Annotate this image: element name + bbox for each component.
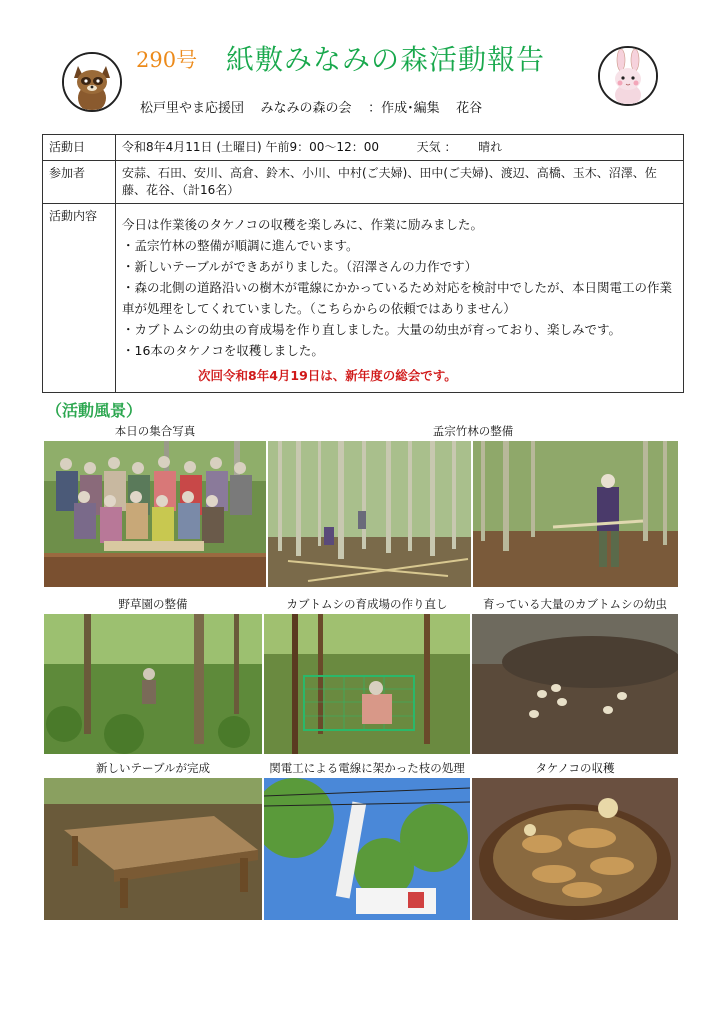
bamboo-grove-photo-1 <box>268 441 471 587</box>
activity-info-table <box>42 134 684 393</box>
meadow-photo <box>44 614 262 754</box>
next-meeting-notice: 次回令和8年4月19日は、新年度の総会です。 <box>198 368 457 383</box>
editor-label: ：作成･編集 <box>368 101 440 116</box>
club-name: みなみの森の会 <box>260 101 352 116</box>
bamboo-shoots-photo <box>472 778 678 920</box>
larvae-photo <box>472 614 678 754</box>
content-line: ・森の北側の道路沿いの樹木が電線にかかっているため対応を検討中でしたが、本日関電工の作業車が処理をしてくれていました。（こちらからの依頼ではありません） <box>122 280 673 316</box>
content-label: 活動内容 <box>43 204 116 393</box>
group-photo <box>44 441 266 587</box>
content-line: 今日は作業後のタケノコの収穫を楽しみに、作業に励みました。 <box>122 217 484 232</box>
bamboo-grove-photo-2 <box>473 441 678 587</box>
power-line-photo <box>264 778 470 920</box>
weather-label: 天気 ： <box>416 140 457 154</box>
beetle-bed-photo <box>264 614 470 754</box>
caption-table: 新しいテーブルが完成 <box>96 761 210 775</box>
content-line: ・孟宗竹林の整備が順調に進んでいます。 <box>122 238 359 253</box>
content-line: ・カブトムシの幼虫の育成場を作り直しました。大量の幼虫が育っており、楽しみです。 <box>122 322 622 337</box>
page-title: 紙敷みなみの森活動報告 <box>226 43 546 76</box>
date-value: 令和8年4月11日 (土曜日) 午前9：00〜12：00 <box>122 140 379 154</box>
participants-label: 参加者 <box>43 161 116 204</box>
caption-bamboo: 孟宗竹林の整備 <box>432 424 514 438</box>
content-line: ・16本のタケノコを収穫しました。 <box>122 343 324 358</box>
new-table-photo <box>44 778 262 920</box>
caption-meadow: 野草園の整備 <box>118 597 188 611</box>
content-row <box>43 204 684 393</box>
title-row <box>0 36 724 80</box>
date-row <box>43 135 684 161</box>
content-line: ・新しいテーブルができあがりました。（沼澤さんの力作です） <box>122 259 478 274</box>
photos-section-heading: （活動風景） <box>46 401 143 420</box>
caption-larvae: 育っている大量のカブトムシの幼虫 <box>483 597 667 611</box>
issue-number: 290号 <box>136 48 198 72</box>
date-label: 活動日 <box>43 135 116 161</box>
byline <box>140 97 482 116</box>
caption-shoots: タケノコの収穫 <box>535 761 615 775</box>
weather-value: 晴れ <box>478 140 503 154</box>
content-body <box>116 204 684 393</box>
participants-value: 安蒜、石田、安川、高倉、鈴木、小川、中村(ご夫婦)、田中(ご夫婦)、渡辺、高橋、玉木、沼澤、佐藤、花谷、（計16名） <box>116 161 684 204</box>
editor-name: 花谷 <box>456 101 483 116</box>
caption-power: 関電工による電線に架かった枝の処理 <box>269 761 465 775</box>
participants-row <box>43 161 684 204</box>
caption-beetle-bed: カブトムシの育成場の作り直し <box>286 597 448 611</box>
org-name: 松戸里やま応援団 <box>140 101 245 116</box>
caption-group: 本日の集合写真 <box>114 424 196 438</box>
